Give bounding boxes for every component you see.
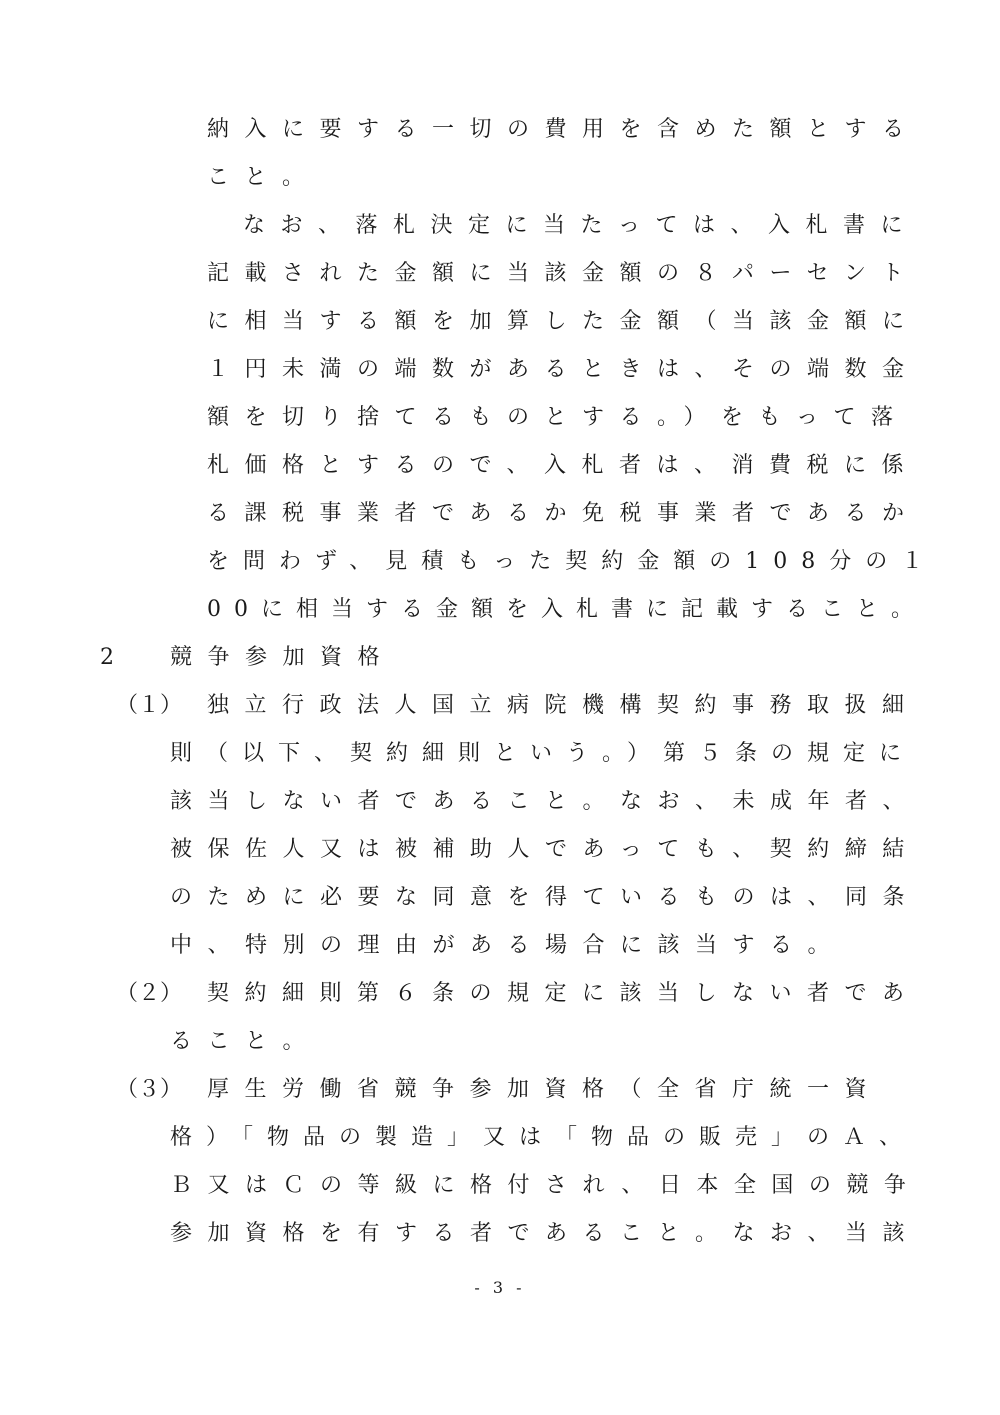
text-line: 00に相当する金額を入札書に記載すること。 [207,597,926,622]
text-line: こと。 [207,165,320,190]
text-line: 中、特別の理由がある場合に該当する。 [170,933,846,958]
section-title: 競争参加資格 [170,645,396,670]
text-line: 記載された金額に当該金額の８パーセント [207,261,920,286]
text-line: 納入に要する一切の費用を含めた額とする [207,117,920,142]
text-line: に相当する額を加算した金額（当該金額に [207,309,920,334]
text-line: ること。 [170,1029,321,1054]
text-line: 額を切り捨てるものとする。）をもって落 [207,405,909,430]
text-line: のために必要な同意を得ているものは、同条 [170,885,921,910]
item-label: （３） [116,1077,183,1102]
section-number: 2 [100,645,120,670]
text-line: を問わず、見積もった契約金額の108分の１ [207,549,938,574]
text-line: 該当しない者であること。なお、未成年者、 [170,789,921,814]
text-line: Ｂ又はＣの等級に格付され、日本全国の競争 [170,1173,922,1198]
page-number: - 3 - [474,1278,526,1297]
text-line: 契約細則第６条の規定に該当しない者であ [207,981,920,1006]
text-line: なお、落札決定に当たっては、入札書に [243,213,919,238]
text-line: 札価格とするので、入札者は、消費税に係 [207,453,920,478]
text-line: １円未満の端数があるときは、その端数金 [207,357,920,382]
item-label: （２） [116,981,183,1006]
text-line: る課税事業者であるか免税事業者であるか [207,501,920,526]
item-label: （１） [116,693,183,718]
text-line: 則（以下、契約細則という。）第５条の規定に [170,741,916,766]
text-line: 独立行政法人国立病院機構契約事務取扱細 [207,693,920,718]
text-line: 厚生労働省競争参加資格（全省庁統一資 [207,1077,883,1102]
text-line: 参加資格を有する者であること。なお、当該 [170,1221,921,1246]
text-line: 格）「物品の製造」又は「物品の販売」のＡ、 [170,1125,916,1150]
text-line: 被保佐人又は被補助人であっても、契約締結 [170,837,920,862]
